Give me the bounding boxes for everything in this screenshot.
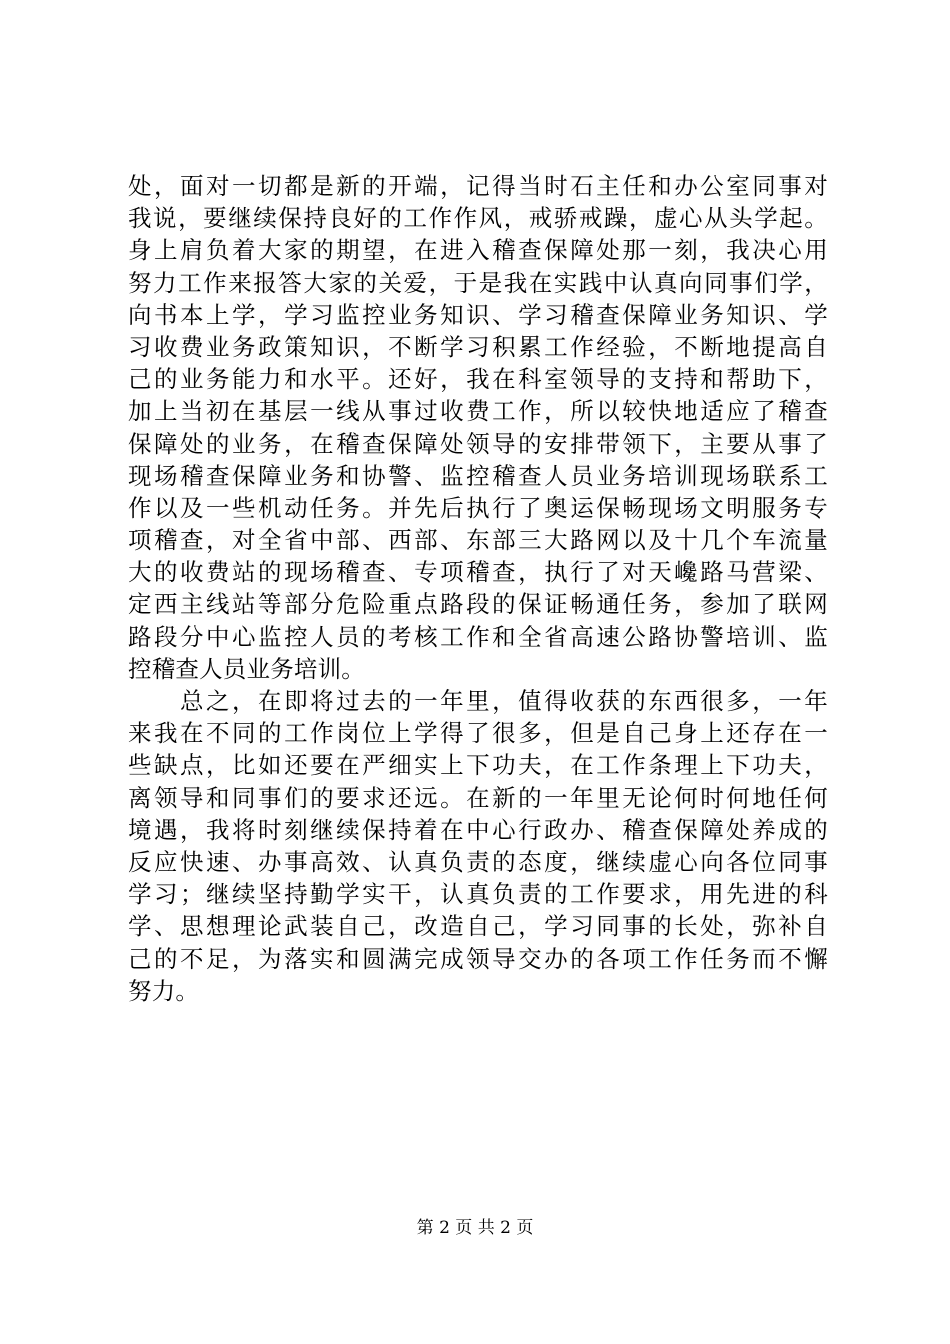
text-line-1: 处，面对一切都是新的开端，记得当时石主任和办公室同事对 [128, 172, 828, 200]
text-line-8: 加上当初在基层一线从事过收费工作，所以较快地适应了稽查 [128, 397, 828, 426]
text-line-3: 身上肩负着大家的期望，在进入稽查保障处那一刻，我决心用 [128, 236, 828, 265]
text-line-26: 努力。 [128, 976, 200, 1005]
text-line-22: 反应快速、办事高效、认真负责的态度，继续虚心向各位同事 [128, 847, 828, 876]
text-line-5: 向书本上学，学习监控业务知识、学习稽查保障业务知识、学 [128, 300, 828, 329]
text-line-19: 些缺点，比如还要在严细实上下功夫，在工作条理上下功夫， [128, 751, 828, 780]
text-line-25: 己的不足，为落实和圆满完成领导交办的各项工作任务而不懈 [128, 944, 828, 973]
text-line-4: 努力工作来报答大家的关爱，于是我在实践中认真向同事们学， [128, 268, 828, 297]
text-line-20: 离领导和同事们的要求还远。在新的一年里无论何时何地任何 [128, 783, 828, 812]
text-line-2: 我说，要继续保持良好的工作作风，戒骄戒躁，虚心从头学起。 [128, 204, 828, 233]
text-line-14: 定西主线站等部分危险重点路段的保证畅通任务，参加了联网 [128, 590, 828, 619]
text-line-23: 学习；继续坚持勤学实干，认真负责的工作要求，用先进的科 [128, 880, 828, 909]
text-line-12: 项稽查，对全省中部、西部、东部三大路网以及十几个车流量 [128, 526, 828, 555]
text-line-18: 来我在不同的工作岗位上学得了很多，但是自己身上还存在一 [128, 719, 828, 748]
text-line-9: 保障处的业务，在稽查保障处领导的安排带领下，主要从事了 [128, 429, 828, 458]
text-line-6: 习收费业务政策知识，不断学习积累工作经验，不断地提高自 [128, 332, 828, 361]
text-line-10: 现场稽查保障业务和协警、监控稽查人员业务培训现场联系工 [128, 461, 828, 490]
text-line-15: 路段分中心监控人员的考核工作和全省高速公路协警培训、监 [128, 622, 828, 651]
text-line-11: 作以及一些机动任务。并先后执行了奥运保畅现场文明服务专 [128, 493, 828, 522]
document-body [128, 170, 828, 1007]
text-line-24: 学、思想理论武装自己，改造自己，学习同事的长处，弥补自 [128, 912, 828, 941]
text-line-7: 己的业务能力和水平。还好，我在科室领导的支持和帮助下， [128, 365, 828, 394]
text-line-13: 大的收费站的现场稽查、专项稽查，执行了对天巉路马营梁、 [128, 558, 828, 587]
text-line-16: 控稽查人员业务培训。 [128, 654, 365, 683]
text-line-17: 总之，在即将过去的一年里，值得收获的东西很多，一年 [128, 687, 828, 715]
page-number-footer: 第 2 页 共 2 页 [416, 1218, 534, 1238]
text-line-21: 境遇，我将时刻继续保持着在中心行政办、稽查保障处养成的 [128, 815, 828, 844]
